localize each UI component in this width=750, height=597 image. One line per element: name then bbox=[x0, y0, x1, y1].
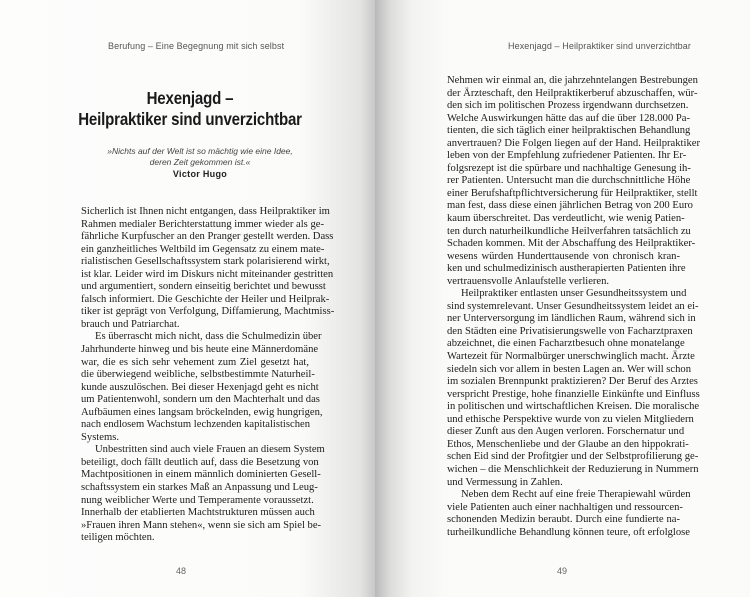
text-line: wesens würden Hunderttausende von chronisch kran- bbox=[447, 250, 680, 262]
chapter-title-line: Hexenjagd – bbox=[146, 88, 234, 108]
text-line: viele Patienten auch einer nachhaltigen und ressourcen- bbox=[447, 501, 683, 513]
text-line: Welche Auswirkungen hätte das auf die über 128.000 Pa- bbox=[447, 112, 691, 124]
text-line: sind systemrelevant. Unser Gesundheitssystem leidet an ei- bbox=[447, 300, 699, 312]
text-line: und Vermessung in Zahlen. bbox=[447, 476, 563, 488]
text-line: um Patientenwohl, sondern um den Machterhalt und das bbox=[81, 394, 320, 406]
text-line: ein ganzheitliches Weltbild im Gegensatz zu einem mate- bbox=[81, 243, 325, 255]
epigraph bbox=[80, 146, 320, 180]
paragraph bbox=[447, 288, 700, 489]
text-line: wichen – die Menschlichkeit der Reduzierung in Nummern bbox=[447, 463, 699, 475]
text-line: anvertrauen? Die Folgen liegen auf der Hand. Heilpraktiker bbox=[447, 137, 700, 149]
right-page bbox=[375, 0, 750, 597]
text-line: Systems. bbox=[81, 431, 119, 443]
text-line: ken und schulmedizinisch austherapierten Patienten ihre bbox=[447, 263, 686, 275]
chapter-title bbox=[78, 88, 302, 130]
text-line: Sicherlich ist Ihnen nicht entgangen, dass Heilpraktiker im bbox=[81, 206, 330, 217]
text-line: und ethische Perspektive wurde von zu vielen Mitgliedern bbox=[447, 413, 694, 425]
text-line: dieser Zunft aus den Augen verloren. Forschernatur und bbox=[447, 426, 685, 438]
text-line: folgsrezept ist die spürbare und nachhaltige Genesung ih- bbox=[447, 162, 691, 174]
running-head: Hexenjagd – Heilpraktiker sind unverzichtbar bbox=[508, 41, 691, 51]
paragraph bbox=[81, 331, 323, 444]
text-line: »Frauen ihren Mann stehen«, wenn sie sich am Spiel be- bbox=[81, 519, 322, 531]
text-line: schen Eid sind der Profitgier und der Selbstprofilierung ge- bbox=[447, 451, 699, 463]
text-line: leben von der Empfehlung zufriedener Patienten. Ihr Er- bbox=[447, 150, 687, 162]
text-line: rer Patienten. Untersucht man die durchschnittliche Höhe bbox=[447, 175, 691, 187]
text-line: Rahmen medialer Berichterstattung immer wieder als ge- bbox=[81, 218, 324, 230]
text-line: nung weiblicher Werte und Temperamente voraussetzt. bbox=[81, 494, 314, 506]
epigraph-author: Victor Hugo bbox=[172, 169, 228, 179]
body-text bbox=[81, 206, 335, 545]
text-line: im sozialen Brennpunkt praktizieren? Der Beruf des Arztes bbox=[447, 376, 698, 388]
text-line: teiligen möchten. bbox=[81, 532, 155, 544]
page-number: 48 bbox=[176, 566, 187, 576]
chapter-title-line: Heilpraktiker sind unverzichtbar bbox=[78, 109, 302, 129]
text-line: in politischen und wirtschaftlichen Kreisen. Die moralische bbox=[447, 401, 700, 413]
text-line: vertrauensvolle Anlaufstelle verlieren. bbox=[447, 275, 610, 287]
text-line: siedeln sich vor allem in besten Lagen an. Wer will schon bbox=[447, 363, 692, 375]
text-line: war, die es sich sehr vehement zum Ziel gesetzt hat, bbox=[81, 356, 309, 368]
text-line: tienten, die sich täglich einer heilpraktischen Behandlung bbox=[447, 125, 691, 137]
text-line: kunde auszulöschen. Bei dieser Hexenjagd geht es nicht bbox=[81, 381, 319, 393]
text-line: der Ärzteschaft, den Heilpraktikerberuf abzuschaffen, wür- bbox=[447, 87, 698, 99]
epigraph-line: deren Zeit gekommen ist.« bbox=[149, 157, 251, 167]
text-line: Aufbäumen eines langsam bröckelnden, ewig hungrigen, bbox=[81, 406, 323, 418]
text-line: rialistischen Gesellschaftssystem stark polarisierend wirkt, bbox=[81, 256, 330, 268]
paragraph bbox=[447, 75, 700, 288]
text-line: den Städten eine Privatisierungswelle von Facharztpraxen bbox=[447, 325, 693, 337]
text-line: falsch informiert. Die Geschichte der Heiler und Heilprak- bbox=[81, 293, 330, 305]
text-line: schonenden Medizin beraubt. Durch eine fundierte na- bbox=[447, 514, 680, 526]
text-line: tiker ist geprägt von Verfolgung, Diffamierung, Machtmiss- bbox=[81, 306, 335, 318]
text-line: beteiligt, doch fällt deutlich auf, dass die Besetzung von bbox=[81, 456, 319, 468]
running-head: Berufung – Eine Begegnung mit sich selbst bbox=[108, 41, 285, 51]
text-line: turheilkundliche Behandlung können teure, oft erfolglose bbox=[447, 526, 690, 538]
paragraph bbox=[81, 444, 325, 544]
text-line: den sich im politischen Prozess irgendwann durchsetzen. bbox=[447, 100, 689, 112]
text-line: man fest, dass diese einen jährlichen Betrag von 200 Euro bbox=[447, 200, 693, 212]
text-line: und argumentiert, sondern einseitig berichtet und bewusst bbox=[81, 281, 326, 293]
page-number: 49 bbox=[557, 566, 568, 576]
text-line: ner Unterversorgung im ländlichen Raum, während sich in bbox=[447, 313, 696, 325]
text-line: Machtpositionen in einem männlich dominierten Gesell- bbox=[81, 469, 321, 481]
text-line: Schaden kommen. Mit der Abschaffung des Heilpraktiker- bbox=[447, 238, 696, 250]
text-line: abzeichnet, die einen Facharztbesuch ohne monatelange bbox=[447, 338, 685, 350]
text-line: Es überrascht mich nicht, dass die Schulmedizin über bbox=[95, 331, 322, 343]
epigraph-line: »Nichts auf der Welt ist so mächtig wie eine Idee, bbox=[107, 146, 293, 156]
text-line: Ethos, Menschenliebe und der Glaube an den hippokrati- bbox=[447, 438, 689, 450]
text-line: kaum überschreitet. Das verdeutlicht, wie wenig Patien- bbox=[447, 213, 685, 225]
text-line: die überwiegend weibliche, selbstbestimmte Naturheil- bbox=[81, 369, 315, 381]
text-line: ist klar. Leider wird im Diskurs nicht miteinander gestritten bbox=[81, 268, 334, 280]
text-line: Wartezeit für Normalbürger unerschwinglich macht. Ärzte bbox=[447, 351, 695, 363]
text-line: Innerhalb der etablierten Machtstrukturen müssen auch bbox=[81, 507, 315, 519]
text-line: fährliche Kurpfuscher an den Pranger gestellt werden. Dass bbox=[81, 231, 334, 243]
text-line: einer Berufshaftpflichtversicherung für Heilpraktiker, stellt bbox=[447, 187, 698, 199]
body-text bbox=[447, 75, 700, 539]
text-line: schaftssystem ein starkes Maß an Anpassung und Leug- bbox=[81, 482, 318, 494]
paragraph bbox=[81, 206, 335, 331]
text-line: nach endlosem Wachstum lechzenden kapitalistischen bbox=[81, 419, 310, 431]
paragraph bbox=[447, 489, 691, 539]
text-line: Heilpraktiker entlasten unser Gesundheitssystem und bbox=[461, 288, 687, 300]
text-line: verspricht Prestige, hohe finanzielle Einkünfte und Einfluss bbox=[447, 388, 700, 400]
text-line: ten durch naturheilkundliche Heilverfahren tatsächlich zu bbox=[447, 225, 691, 237]
text-line: brauch und Patriarchat. bbox=[81, 318, 180, 330]
text-line: Unbestritten sind auch viele Frauen an diesem System bbox=[95, 444, 325, 456]
text-line: Jahrhunderte hinweg und bis heute eine Männerdomäne bbox=[81, 344, 319, 356]
text-line: Nehmen wir einmal an, die jahrzehntelangen Bestrebungen bbox=[447, 75, 698, 86]
text-line: Neben dem Recht auf eine freie Therapiewahl würden bbox=[461, 489, 691, 501]
